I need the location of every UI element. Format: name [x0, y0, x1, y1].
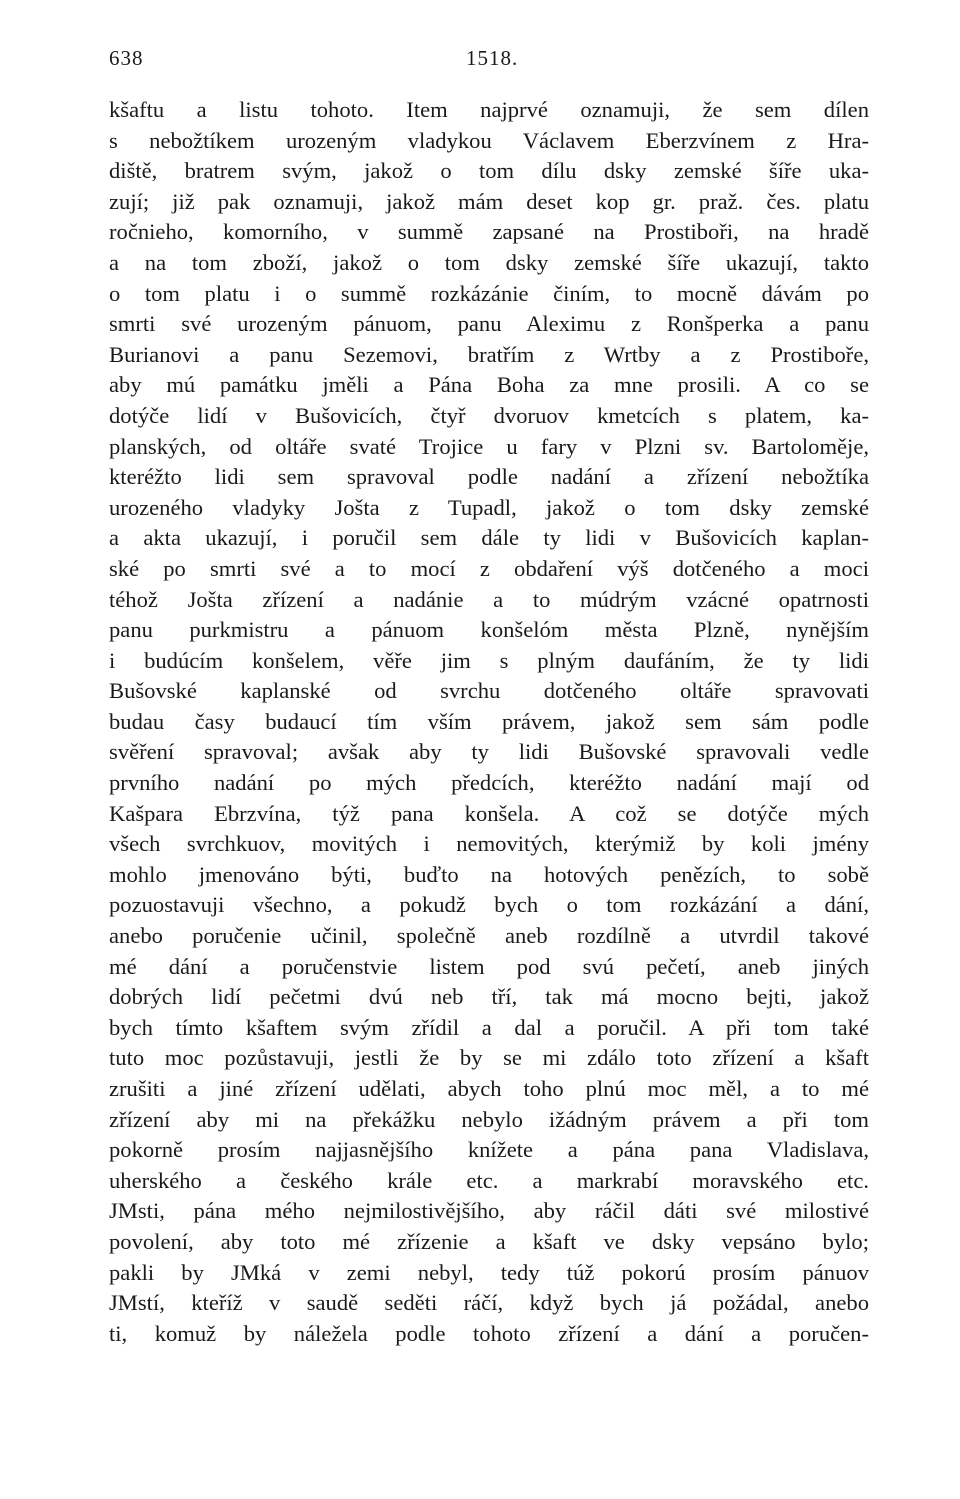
text-line: anebo poručenie učinil, společně aneb rozdílně a utvrdil takové — [109, 923, 869, 949]
text-line: JMstí, kteříž v saudě seděti ráčí, když bych já požádal, anebo — [109, 1290, 869, 1316]
text-line: mé dání a poručenstvie listem pod svú pečetí, aneb jiných — [109, 953, 869, 979]
text-line: Burianovi a panu Sezemovi, bratřím z Wrtby a z Prostiboře, — [109, 341, 869, 367]
text-line: budau časy budaucí tím vším právem, jakož sem sám podle — [109, 708, 869, 734]
text-line: Bušovské kaplanské od svrchu dotčeného oltáře spravovati — [109, 678, 869, 704]
text-line: pokorně prosím najjasnějšího knížete a pána pana Vladislava, — [109, 1137, 869, 1163]
text-line: tuto moc pozůstavuji, jestli že by se mi zdálo toto zřízení a kšaft — [109, 1045, 869, 1071]
text-line: urozeného vladyky Jošta z Tupadl, jakož o tom dsky zemské — [109, 494, 869, 520]
text-line: zřízení aby mi na překážku nebylo ižádným právem a při tom — [109, 1106, 869, 1132]
text-line: smrti své urozeným pánuom, panu Aleximu z Ronšperka a panu — [109, 311, 869, 337]
text-line: kšaftu a listu tohoto. Item najprvé oznamuji, že sem dílen — [109, 97, 869, 122]
text-line: o tom platu i o summě rozkázánie činím, to mocně dávám po — [109, 280, 869, 306]
text-line: dotýče lidí v Bušovicích, čtyř dvoruov kmetcích s platem, ka- — [109, 402, 869, 428]
text-line: svěření spravoval; avšak aby ty lidi Bušovské spravovali vedle — [109, 739, 869, 765]
page-year: 1518. — [466, 46, 519, 70]
text-line: uherského a českého krále etc. a markrabí moravského etc. — [109, 1167, 869, 1193]
text-line: panu purkmistru a pánuom konšelóm města Plzně, nynějším — [109, 617, 869, 643]
text-line: aby mú památku jměli a Pána Boha za mne prosili. A co se — [109, 372, 869, 398]
text-line: JMsti, pána mého nejmilostivějšího, aby ráčil dáti své milostivé — [109, 1198, 869, 1224]
text-line: mohlo jmenováno býti, buďto na hotových penězích, to sobě — [109, 861, 869, 887]
text-line: povolení, aby toto mé zřízenie a kšaft ve dsky vepsáno bylo; — [109, 1228, 869, 1254]
text-line: diště, bratrem svým, jakož o tom dílu dsky zemské šíře uka- — [109, 158, 869, 184]
text-line: prvního nadání po mých předcích, kteréžto nadání mají od — [109, 770, 869, 796]
text-line: a na tom zboží, jakož o tom dsky zemské šíře ukazují, takto — [109, 249, 869, 275]
text-line: dobrých lidí pečetmi dvú neb tří, tak má mocno bejti, jakož — [109, 984, 869, 1010]
text-line: téhož Jošta zřízení a nadánie a to múdrým vzácné opatrnosti — [109, 586, 869, 612]
text-line: všech svrchkuov, movitých i nemovitých, kterýmiž by koli jmény — [109, 831, 869, 857]
text-line: pakli by JMká v zemi nebyl, tedy túž pokorú prosím pánuov — [109, 1259, 869, 1285]
text-line: ské po smrti své a to mocí z obdaření výš dotčeného a moci — [109, 555, 869, 581]
page-header — [109, 46, 869, 76]
text-line: planských, od oltáře svaté Trojice u fary v Plzni sv. Bartoloměje, — [109, 433, 869, 459]
text-line: zrušiti a jiné zřízení udělati, abych toho plnú moc měl, a to mé — [109, 1076, 869, 1101]
text-line: s nebožtíkem urozeným vladykou Václavem Eberzvínem z Hra- — [109, 127, 869, 153]
text-line: zují; již pak oznamuji, jakož mám deset kop gr. praž. čes. platu — [109, 188, 869, 214]
body-text — [109, 95, 869, 1349]
text-line: ročnieho, komorního, v summě zapsané na Prostiboři, na hradě — [109, 219, 869, 245]
text-line: Kašpara Ebrzvína, týž pana konšela. A což se dotýče mých — [109, 800, 869, 826]
text-line: kteréžto lidi sem spravoval podle nadání a zřízení nebožtíka — [109, 464, 869, 490]
text-line: ti, komuž by náležela podle tohoto zřízení a dání a poručen- — [109, 1320, 869, 1346]
page-number: 638 — [109, 46, 144, 70]
text-line: i budúcím konšelem, věře jim s plným daufáním, že ty lidi — [109, 647, 869, 673]
text-line: pozuostavuji všechno, a pokudž bych o tom rozkázání a dání, — [109, 892, 869, 918]
text-line: a akta ukazují, i poručil sem dále ty lidi v Bušovicích kaplan- — [109, 525, 869, 551]
text-line: bych tímto kšaftem svým zřídil a dal a poručil. A při tom také — [109, 1014, 869, 1040]
